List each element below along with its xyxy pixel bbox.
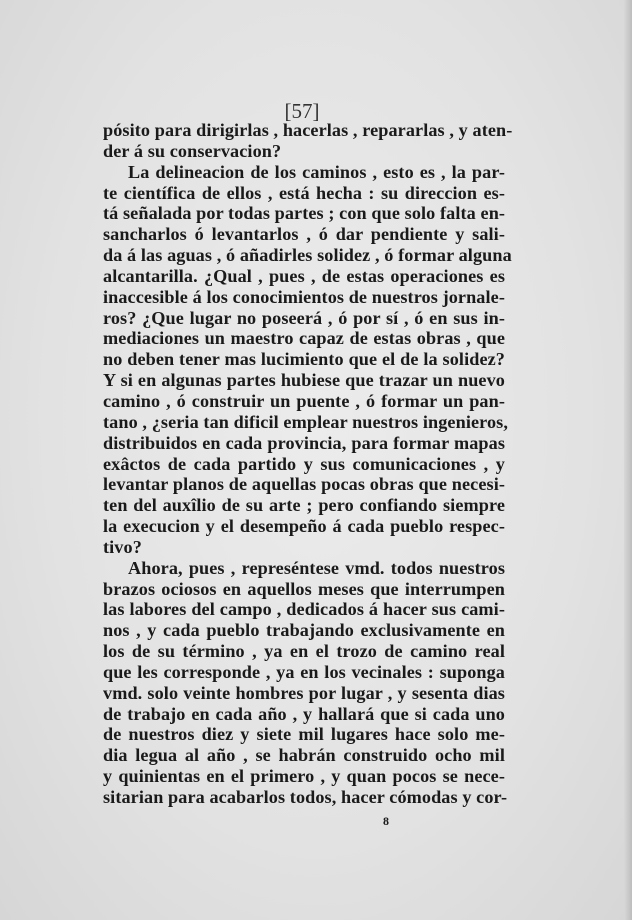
text-line: dia legua al año , se habrán construido ocho mil	[103, 745, 505, 766]
text-line: camino , ó construir un puente , ó formar un pan-	[103, 390, 505, 411]
text-line: levantar planos de aquellas pocas obras que necesi-	[103, 474, 505, 495]
text-line: tivo?	[103, 536, 142, 557]
text-line: y quinientas en el primero , y quan pocos se nece-	[103, 766, 505, 787]
text-line: te científica de ellos , está hecha : su direccion es-	[103, 182, 505, 203]
text-line: pósito para dirigirlas , hacerlas , repararlas , y aten-	[103, 120, 513, 140]
page-edge-shadow	[624, 0, 632, 920]
text-line: que les corresponde , ya en los vecinales : suponga	[103, 661, 505, 682]
text-line: ten del auxîlio de su arte ; pero confiando siempre	[103, 495, 505, 516]
text-line: inaccesible á los conocimientos de nuestros jornale-	[103, 286, 505, 307]
text-line: alcantarilla. ¿Qual , pues , de estas operaciones es	[103, 265, 505, 286]
body-text	[103, 120, 513, 808]
text-line: nos , y cada pueblo trabajando exclusivamente en	[103, 620, 505, 641]
text-line: exâctos de cada partido y sus comunicaciones , y	[103, 453, 505, 474]
text-line: vmd. solo veinte hombres por lugar , y sesenta dias	[103, 682, 505, 703]
text-line: der á su conservacion?	[103, 140, 282, 161]
text-line: ros? ¿Que lugar no poseerá , ó por sí , ó en sus in-	[103, 307, 505, 328]
text-line: brazos ociosos en aquellos meses que interrumpen	[103, 578, 505, 599]
text-line: da á las aguas , ó añadirles solidez , ó formar alguna	[103, 245, 512, 266]
text-line: sitarian para acabarlos todos, hacer cómodas y cor-	[103, 787, 508, 807]
text-line: las labores del campo , dedicados á hacer sus cami-	[103, 599, 505, 620]
text-line: de nuestros diez y siete mil lugares hace solo me-	[103, 724, 505, 745]
text-line: sancharlos ó levantarlos , ó dar pendiente y sali-	[103, 224, 505, 245]
text-line: distribuidos en cada provincia, para formar mapas	[103, 432, 505, 453]
text-line: mediaciones un maestro capaz de estas obras , que	[103, 328, 505, 349]
text-line: la execucion y el desempeño á cada pueblo respec-	[103, 516, 505, 537]
text-line: tá señalada por todas partes ; con que solo falta en-	[103, 203, 506, 224]
signature-mark: 8	[383, 814, 389, 828]
text-line: los de su término , ya en el trozo de camino real	[103, 641, 505, 662]
text-line: de trabajo en cada año , y hallará que si cada uno	[103, 703, 505, 724]
text-line: no deben tener mas lucimiento que el de la solidez?	[103, 349, 505, 370]
text-line: tano , ¿seria tan dificil emplear nuestros ingenieros,	[103, 411, 509, 432]
page-number: [57]	[284, 99, 320, 123]
text-line: Y si en algunas partes hubiese que trazar un nuevo	[103, 370, 505, 391]
text-line: La delineacion de los caminos , esto es , la par-	[128, 161, 505, 182]
text-line: Ahora, pues , represéntese vmd. todos nuestros	[128, 557, 505, 578]
